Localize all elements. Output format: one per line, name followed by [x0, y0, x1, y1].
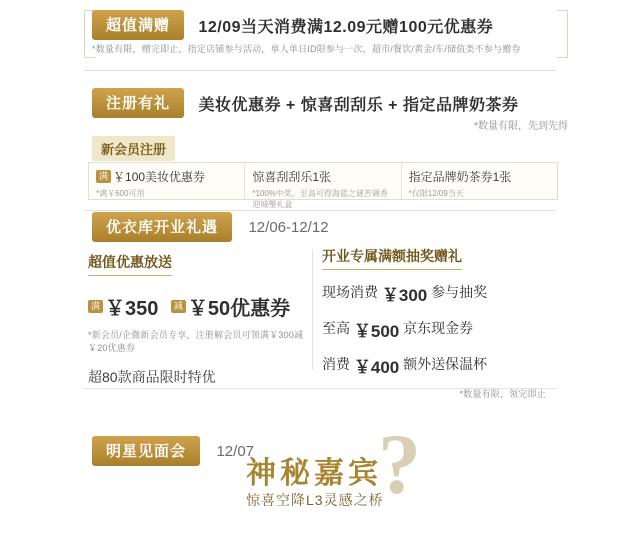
right-line-1-prefix: 现场消费 — [322, 284, 378, 301]
section2-header — [92, 88, 518, 118]
right-line-1-amount: ￥300 — [381, 286, 428, 305]
gift-card-1 — [89, 163, 244, 199]
left-amount-row — [88, 292, 306, 321]
amount1-mark: 满 — [88, 300, 103, 313]
section1-note: *数量有限，赠完即止，指定店铺参与活动，单人单日ID限参与一次，超市/餐饮/黄金/车/储值类不参与赠券 — [92, 44, 521, 54]
right-line-3 — [322, 353, 572, 378]
right-line-2-amount: ￥500 — [353, 322, 400, 341]
gift-card-3 — [401, 163, 557, 199]
section2-headline: 美妆优惠券 + 惊喜刮刮乐 + 指定品牌奶茶券 — [198, 96, 519, 114]
section2-card-list — [88, 162, 558, 209]
section2-tag: 注册有礼 — [92, 88, 184, 118]
right-line-1-suffix: 参与抽奖 — [431, 284, 488, 301]
gift-card-2 — [244, 163, 400, 209]
section1-header — [92, 10, 493, 40]
section3-left-column — [88, 252, 306, 387]
amount1-value: ￥350 — [105, 298, 159, 320]
right-column-title: 开业专属满额抽奖赠礼 — [322, 246, 462, 270]
section-uniqlo-opening — [0, 206, 640, 399]
card-3-title: 指定品牌奶茶券1张 — [408, 170, 512, 184]
right-line-3-suffix: 额外送保温杯 — [403, 356, 488, 373]
card-3-note: *仅限12/09当天 — [408, 189, 464, 198]
section2-subtag-wrap — [92, 136, 175, 161]
section4-tag: 明星见面会 — [92, 436, 200, 466]
section1-tag: 超值满赠 — [92, 10, 184, 40]
card-row — [88, 162, 558, 209]
bracket-right — [557, 10, 568, 58]
section3-tag: 优衣库开业礼遇 — [92, 212, 232, 242]
card-1-mark: 满 — [96, 170, 111, 183]
divider — [84, 70, 556, 71]
question-mark-icon: ? — [378, 416, 421, 512]
right-line-3-prefix: 消费 — [322, 356, 350, 373]
right-line-2 — [322, 317, 572, 342]
section3-date: 12/06-12/12 — [248, 218, 329, 236]
section-super-value-gift — [0, 0, 640, 76]
divider — [84, 388, 556, 389]
section-celebrity-meetup — [0, 416, 640, 538]
section1-headline: 12/09当天消费满12.09元赠100元优惠券 — [198, 18, 494, 36]
section4-header — [92, 436, 254, 466]
column-divider — [312, 250, 313, 370]
right-line-3-amount: ￥400 — [353, 358, 400, 377]
right-line-1 — [322, 281, 572, 306]
section3-right-column — [322, 246, 572, 400]
left-column-title: 超值优惠放送 — [88, 252, 172, 276]
mystery-guest-subtitle: 惊喜空降L3灵感之桥 — [246, 492, 384, 508]
card-1-note: *满￥600可用 — [96, 189, 145, 198]
section2-limited-note: *数量有限，先到先得 — [474, 121, 568, 132]
amount2-mark: 减 — [171, 300, 186, 313]
card-1-title: ￥100美妆优惠券 — [113, 170, 206, 184]
amount2-value: ￥50优惠券 — [187, 298, 291, 320]
new-member-subtag: 新会员注册 — [92, 136, 175, 161]
left-column-note: *新会员/企微新会员专享，注册解会员可领满￥300减￥20优惠券 — [88, 330, 304, 353]
right-line-2-prefix: 至高 — [322, 320, 350, 337]
section3-header — [92, 212, 329, 242]
mystery-guest-title: 神秘嘉宾 — [246, 457, 382, 490]
right-column-note: *数量有限，领完即止 — [459, 389, 546, 399]
section4-date: 12/07 — [216, 442, 255, 460]
right-line-2-suffix: 京东现金券 — [403, 320, 474, 337]
card-2-note: *100%中奖，至高可得海蓝之谜苦调香迎城璺礼盒 — [252, 189, 388, 209]
section-register-gift — [0, 84, 640, 209]
card-2-title: 惊喜刮刮乐1张 — [252, 170, 332, 184]
left-column-last-line: 超80款商品限时特优 — [88, 369, 216, 385]
